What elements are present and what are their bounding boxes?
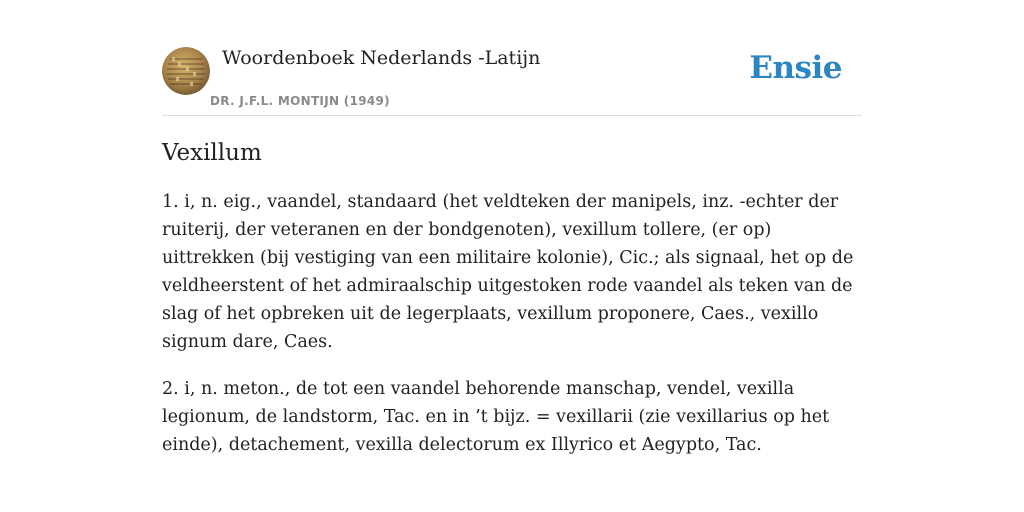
definition-1: 1. i, n. eig., vaandel, standaard (het veldteken der manipels, inz. -echter der ruiterij, der veteranen en der bondgenoten), vexillum tollere, (er op) uittrekken (bij vestiging van een militaire kolonie), Cic.; als signaal, het op de veldheerstent of het admiraalschip uitgestoken rode vaandel als teken van de slag of het opbreken uit de legerplaats, vexillum proponere, Caes., vexillo signum dare, Caes. xyxy=(162,192,854,352)
dictionary-title[interactable]: Woordenboek Nederlands -Latijn xyxy=(222,47,541,69)
dictionary-author: DR. J.F.L. MONTIJN (1949) xyxy=(210,94,390,108)
ensie-logo[interactable]: Ensie xyxy=(749,50,842,86)
book-cover-thumbnail-icon xyxy=(162,47,210,95)
book-cover-thumbnail-icon[interactable] xyxy=(162,47,210,95)
definition-2: 2. i, n. meton., de tot een vaandel behorende manschap, vendel, vexilla legionum, de landstorm, Tac. en in ’t bijz. = vexillarii (zie vexillarius op het einde), detachement, vexilla delectorum ex Illyrico et Aegypto, Tac. xyxy=(162,379,830,455)
dictionary-header xyxy=(162,40,862,116)
entry-headword: Vexillum xyxy=(162,140,262,166)
entry-card xyxy=(162,40,862,459)
